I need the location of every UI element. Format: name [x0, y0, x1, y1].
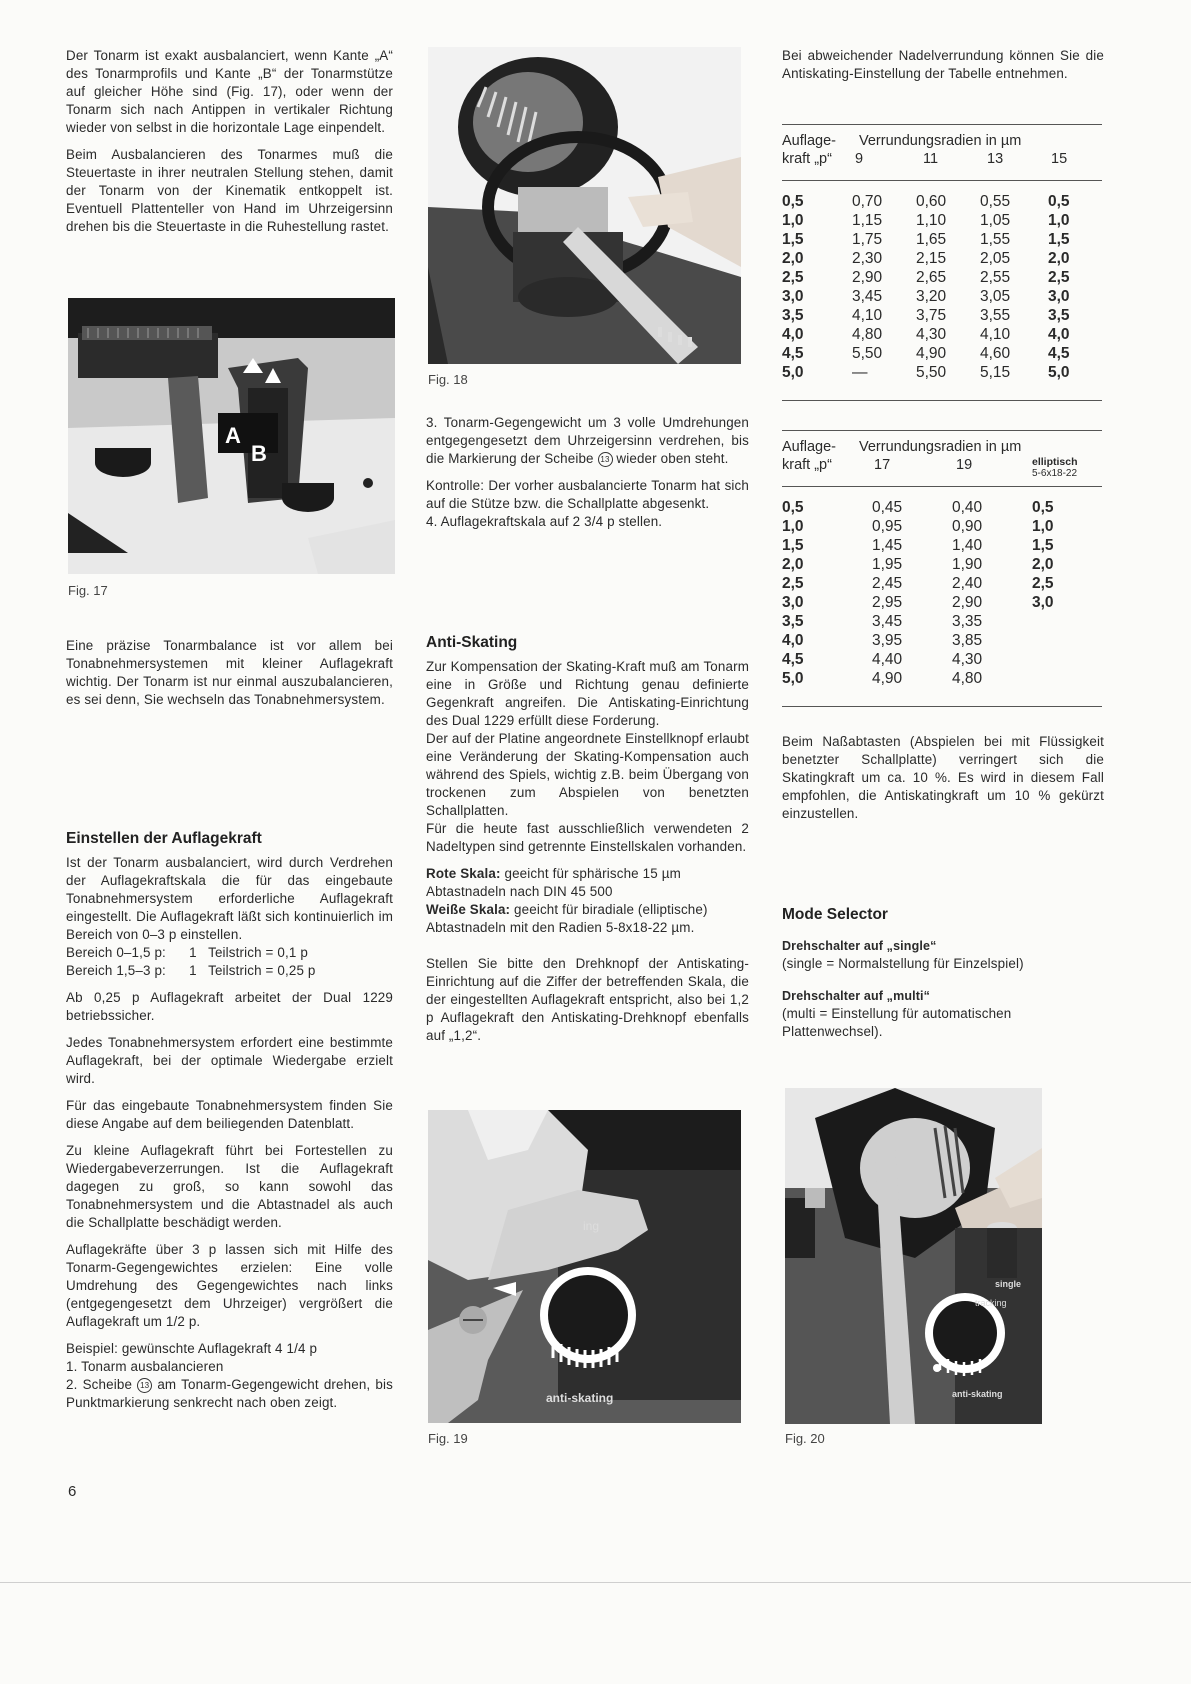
table-col-header-elliptic-dims: 5-6x18-22 [1032, 468, 1078, 479]
table-cell: 5,0 [782, 670, 804, 687]
table-cell: 1,5 [782, 537, 804, 554]
table-cell: 4,5 [1048, 345, 1070, 362]
fig20-label-anti: anti-skating [952, 1389, 1003, 1399]
warning-paragraph: Zu kleine Auflagekraft führt bei Fortestellen zu Wiedergabeverzerrungen. Ist die Auflagekraft dagegen zu groß, so kann sowohl das Tonabnehmersystem und die Abtastnadel als auch die Schallplatte beschädigt werden. [66, 1143, 393, 1230]
table-rule [782, 124, 1102, 125]
table-rule [782, 706, 1102, 707]
step-2: 2. Scheibe 13 am Tonarm-Gegengewicht drehen, bis Punktmarkierung senkrecht nach oben zeigt. [66, 1377, 393, 1410]
fig17-photo [68, 298, 395, 574]
gegengewicht-paragraph: Auflagekräfte über 3 p lassen sich mit Hilfe des Tonarm-Gegengewichtes erzielen: Eine volle Umdrehung des Gegengewichtes nach links (entgegengesetzt dem Uhrzeiger) vergrößert die Auflagekraft um 1/2 p. [66, 1242, 393, 1329]
column-left-lower [66, 637, 393, 718]
range-line-1: Bereich 0–1,5 p: 1 Teilstrich = 0,1 p [66, 945, 308, 960]
table-col-header: 11 [923, 151, 939, 167]
antiskating-heading: Anti-Skating [426, 634, 518, 651]
table-cell: 4,90 [916, 345, 947, 362]
column-right-top [782, 47, 1104, 92]
table-cell: 2,90 [952, 594, 983, 611]
table-cell: 3,20 [916, 288, 947, 305]
table-col-header-elliptic: elliptisch [1032, 456, 1078, 468]
table-cell: 1,05 [980, 212, 1011, 229]
table-cell: 5,0 [782, 364, 804, 381]
step-1: 1. Tonarm ausbalancieren [66, 1359, 224, 1374]
table-cell: 2,5 [782, 575, 804, 592]
steuertaste-paragraph: Beim Ausbalancieren des Tonarmes muß die Steuertaste in ihrer neutralen Stellung stehen, damit der Tonarm von der Kinematik entkoppelt ist. Eventuell Plattenteller von Hand im Uhrzeigersinn drehen bis die Steuertaste in die Ruhestellung rastet. [66, 147, 393, 234]
table-cell: 0,45 [872, 499, 903, 516]
table-cell: 0,40 [952, 499, 983, 516]
table-cell: 4,5 [782, 345, 804, 362]
mode-selector-heading: Mode Selector [782, 906, 888, 923]
table-cell: 0,55 [980, 193, 1011, 210]
table-cell: 1,65 [916, 231, 947, 248]
table-header-force: Auflage- [782, 439, 837, 455]
page-number: 6 [68, 1483, 77, 1500]
fig19-label-bottom: anti-skating [546, 1391, 614, 1405]
table-rule [782, 400, 1102, 401]
fig17-label-a: A [225, 423, 241, 448]
antiskating-paragraph-4: Stellen Sie bitte den Drehknopf der Antiskating-Einrichtung auf die Ziffer der betreffenden Skala, die der eingestellten Auflagekraft entspricht, also bei 1,2 p Auflagekraft den Antiskating-Drehknopf ebenfalls auf „1,2“. [426, 956, 749, 1043]
table-header-force: Auflage- [782, 133, 837, 149]
table-cell: 0,5 [782, 499, 804, 516]
table-cell: 2,45 [872, 575, 903, 592]
range-line-2: Bereich 1,5–3 p: 1 Teilstrich = 0,25 p [66, 963, 316, 978]
fig19-caption: Fig. 19 [428, 1431, 468, 1446]
step-3: 3. Tonarm-Gegengewicht um 3 volle Umdrehungen entgegengesetzt dem Uhrzeigersinn verdrehen, bis die Markierung der Scheibe 13 wieder oben steht. [426, 415, 749, 466]
table-cell: 4,10 [980, 326, 1011, 343]
table-col-header: 9 [855, 151, 864, 167]
table-cell: 0,60 [916, 193, 947, 210]
table-cell: 4,30 [916, 326, 947, 343]
elliptical-table [782, 430, 1104, 710]
antiskating-paragraph-3: Für die heute fast ausschließlich verwendeten 2 Nadeltypen sind getrennte Einstellskalen vorhanden. [426, 821, 749, 854]
table-col-header: 17 [874, 457, 891, 473]
optimal-paragraph: Jedes Tonabnehmersystem erfordert eine bestimmte Auflagekraft, bei der optimale Wiedergabe erzielt wird. [66, 1035, 393, 1086]
table-cell: 4,80 [952, 670, 983, 687]
table-cell: 1,90 [952, 556, 983, 573]
table-cell: 1,55 [980, 231, 1011, 248]
precision-paragraph: Eine präzise Tonarmbalance ist vor allem bei Tonabnehmersystemen mit kleiner Auflagekraft wichtig. Der Tonarm ist nur einmal auszubalancieren, es sei denn, Sie wechseln das Tonabnehmersystem. [66, 638, 393, 707]
table-rule [782, 180, 1102, 181]
balance-paragraph: Der Tonarm ist exakt ausbalanciert, wenn Kante „A“ des Tonarmprofils und Kante „B“ der Tonarmstütze auf gleicher Höhe sind (Fig. 17), oder wenn der Tonarm sich nach Antippen in vertikaler Richtung wieder von selbst in die horizontale Lage einpendelt. [66, 48, 393, 135]
table-cell: 3,5 [1048, 307, 1070, 324]
table-cell: 5,50 [852, 345, 883, 362]
scheibe-number-circle: 13 [137, 1378, 152, 1393]
mode-selector-section [782, 906, 1104, 1041]
fig20-caption: Fig. 20 [785, 1431, 825, 1446]
scheibe-number-circle: 13 [598, 452, 613, 467]
table-cell: 1,75 [852, 231, 883, 248]
antiskating-paragraph-2: Der auf der Platine angeordnete Einstellknopf erlaubt eine Veränderung der Skating-Kompensation auch während des Spiels, wichtig z.B. beim Übergang von trockenen zum Abspielen von benetzten Schallplatten. [426, 731, 749, 818]
table-cell: 5,50 [916, 364, 947, 381]
table-cell: 1,95 [872, 556, 903, 573]
table-cell: 4,5 [782, 651, 804, 668]
table-col-header: 19 [956, 457, 973, 473]
fig20-label-single: single [995, 1279, 1022, 1289]
table-cell: 2,90 [852, 269, 883, 286]
auflagekraft-section [66, 830, 393, 1412]
single-label: Drehschalter auf „single“ [782, 939, 937, 953]
table-cell: 2,5 [782, 269, 804, 286]
table-cell: 0,5 [1048, 193, 1070, 210]
table-cell: 1,15 [852, 212, 883, 229]
fig20-photo [785, 1088, 1042, 1424]
table-cell: 2,0 [782, 556, 804, 573]
antiskating-paragraph-1: Zur Kompensation der Skating-Kraft muß am Tonarm eine in Größe und Richtung genau definierte Gegenkraft angreifen. Die Antiskating-Einrichtung des Dual 1229 erfüllt diese Forderung. [426, 659, 749, 728]
table-cell: 3,75 [916, 307, 947, 324]
table-cell: 2,65 [916, 269, 947, 286]
table-col-header: 15 [1051, 151, 1068, 167]
table-cell: 1,5 [782, 231, 804, 248]
table-cell: 2,40 [952, 575, 983, 592]
table-cell: 2,5 [1032, 575, 1054, 592]
table-cell: 4,10 [852, 307, 883, 324]
table-cell: 1,40 [952, 537, 983, 554]
antiskating-section [426, 634, 749, 1054]
table-cell: 2,5 [1048, 269, 1070, 286]
table-cell: 3,45 [852, 288, 883, 305]
table-cell: 5,15 [980, 364, 1011, 381]
table-cell: 4,0 [782, 326, 804, 343]
table-cell: 1,0 [782, 518, 804, 535]
table-cell: 3,35 [952, 613, 983, 630]
table-cell: 3,0 [1032, 594, 1054, 611]
table-header-radii: Verrundungsradien in µm [859, 133, 1022, 149]
table-cell: 0,95 [872, 518, 903, 535]
table-cell: 2,15 [916, 250, 947, 267]
table-cell: 1,0 [1032, 518, 1054, 535]
kontrolle-paragraph: Kontrolle: Der vorher ausbalancierte Tonarm hat sich auf die Stütze bzw. die Schallplatte abgesenkt. [426, 478, 749, 511]
datenblatt-paragraph: Für das eingebaute Tonabnehmersystem finden Sie diese Angabe auf dem beiliegenden Datenblatt. [66, 1098, 393, 1131]
table-cell: 3,5 [782, 613, 804, 630]
table-cell: 0,5 [782, 193, 804, 210]
wet-play-paragraph: Beim Naßabtasten (Abspielen bei mit Flüssigkeit benetzter Schallplatte) verringert sich die Skatingkraft um ca. 10 %. Es wird in diesem Fall empfohlen, die Antiskatingkraft um 10 % gekürzt einzustellen. [782, 734, 1104, 821]
red-scale-label: Rote Skala: [426, 866, 501, 881]
table-header-force-unit: kraft „p“ [782, 457, 832, 473]
table-cell: 4,90 [872, 670, 903, 687]
example-line: Beispiel: gewünschte Auflagekraft 4 1/4 p [66, 1341, 318, 1356]
table-col-header: 13 [987, 151, 1004, 167]
table-cell: 2,05 [980, 250, 1011, 267]
table-cell: 4,0 [1048, 326, 1070, 343]
table-cell: — [852, 364, 868, 381]
table-cell: 4,0 [782, 632, 804, 649]
column-middle-top [426, 414, 749, 540]
fig20-label-tracking: tracking [975, 1298, 1007, 1308]
table-cell: 4,60 [980, 345, 1011, 362]
table-cell: 1,0 [1048, 212, 1070, 229]
table-header-radii: Verrundungsradien in µm [859, 439, 1022, 455]
table-cell: 3,5 [782, 307, 804, 324]
table-cell: 1,0 [782, 212, 804, 229]
table-cell: 0,90 [952, 518, 983, 535]
multi-text: (multi = Einstellung für automatischen Plattenwechsel). [782, 1006, 1012, 1039]
table-cell: 1,5 [1032, 537, 1054, 554]
table-cell: 4,40 [872, 651, 903, 668]
auflagekraft-intro: Ist der Tonarm ausbalanciert, wird durch Verdrehen der Auflagekraftskala die für das eingebaute Tonabnehmersystem erforderliche Auflagekraft eingestellt. Die Auflagekraft läßt sich kontinuierlich im Bereich von 0–3 p einstellen. [66, 855, 393, 942]
single-text: (single = Normalstellung für Einzelspiel) [782, 956, 1024, 971]
table-cell: 3,0 [782, 594, 804, 611]
table-header-force-unit: kraft „p“ [782, 151, 832, 167]
fig17-caption: Fig. 17 [68, 583, 108, 598]
fig18-photo [428, 47, 741, 364]
table-cell: 5,0 [1048, 364, 1070, 381]
betriebssicher-paragraph: Ab 0,25 p Auflagekraft arbeitet der Dual 1229 betriebssicher. [66, 990, 393, 1023]
table-cell: 1,10 [916, 212, 947, 229]
white-scale-line: Weiße Skala: geeicht für biradiale (elliptische) Abtastnadeln mit den Radien 5-8x18-22 µm. [426, 902, 708, 935]
auflagekraft-heading: Einstellen der Auflagekraft [66, 830, 262, 847]
table-intro: Bei abweichender Nadelverrundung können Sie die Antiskating-Einstellung der Tabelle entnehmen. [782, 48, 1104, 81]
red-scale-line: Rote Skala: geeicht für sphärische 15 µm Abtastnadeln nach DIN 45 500 [426, 866, 681, 899]
table-cell: 1,45 [872, 537, 903, 554]
table-cell: 2,30 [852, 250, 883, 267]
fig19-label-top: ing [583, 1219, 600, 1233]
table-cell: 2,95 [872, 594, 903, 611]
column-right-middle [782, 733, 1104, 832]
fig18-caption: Fig. 18 [428, 372, 468, 387]
white-scale-label: Weiße Skala: [426, 902, 511, 917]
table-cell: 3,85 [952, 632, 983, 649]
table-cell: 3,0 [1048, 288, 1070, 305]
spherical-table [782, 124, 1104, 404]
table-cell: 3,45 [872, 613, 903, 630]
table-cell: 0,70 [852, 193, 883, 210]
table-cell: 2,0 [1048, 250, 1070, 267]
fig17-label-b: B [251, 441, 267, 466]
table-cell: 3,55 [980, 307, 1011, 324]
table-cell: 3,0 [782, 288, 804, 305]
table-cell: 3,05 [980, 288, 1011, 305]
table-cell: 4,30 [952, 651, 983, 668]
fig19-photo [428, 1110, 741, 1423]
table-cell: 3,95 [872, 632, 903, 649]
table-cell: 4,80 [852, 326, 883, 343]
multi-label: Drehschalter auf „multi“ [782, 989, 931, 1003]
table-cell: 2,0 [782, 250, 804, 267]
column-left [66, 47, 393, 245]
table-cell: 2,0 [1032, 556, 1054, 573]
table-rule [782, 430, 1102, 431]
table-cell: 2,55 [980, 269, 1011, 286]
table-rule [782, 486, 1102, 487]
step-4: 4. Auflagekraftskala auf 2 3/4 p stellen. [426, 514, 663, 529]
table-cell: 1,5 [1048, 231, 1070, 248]
page-edge-line [0, 1582, 1191, 1583]
table-cell: 0,5 [1032, 499, 1054, 516]
